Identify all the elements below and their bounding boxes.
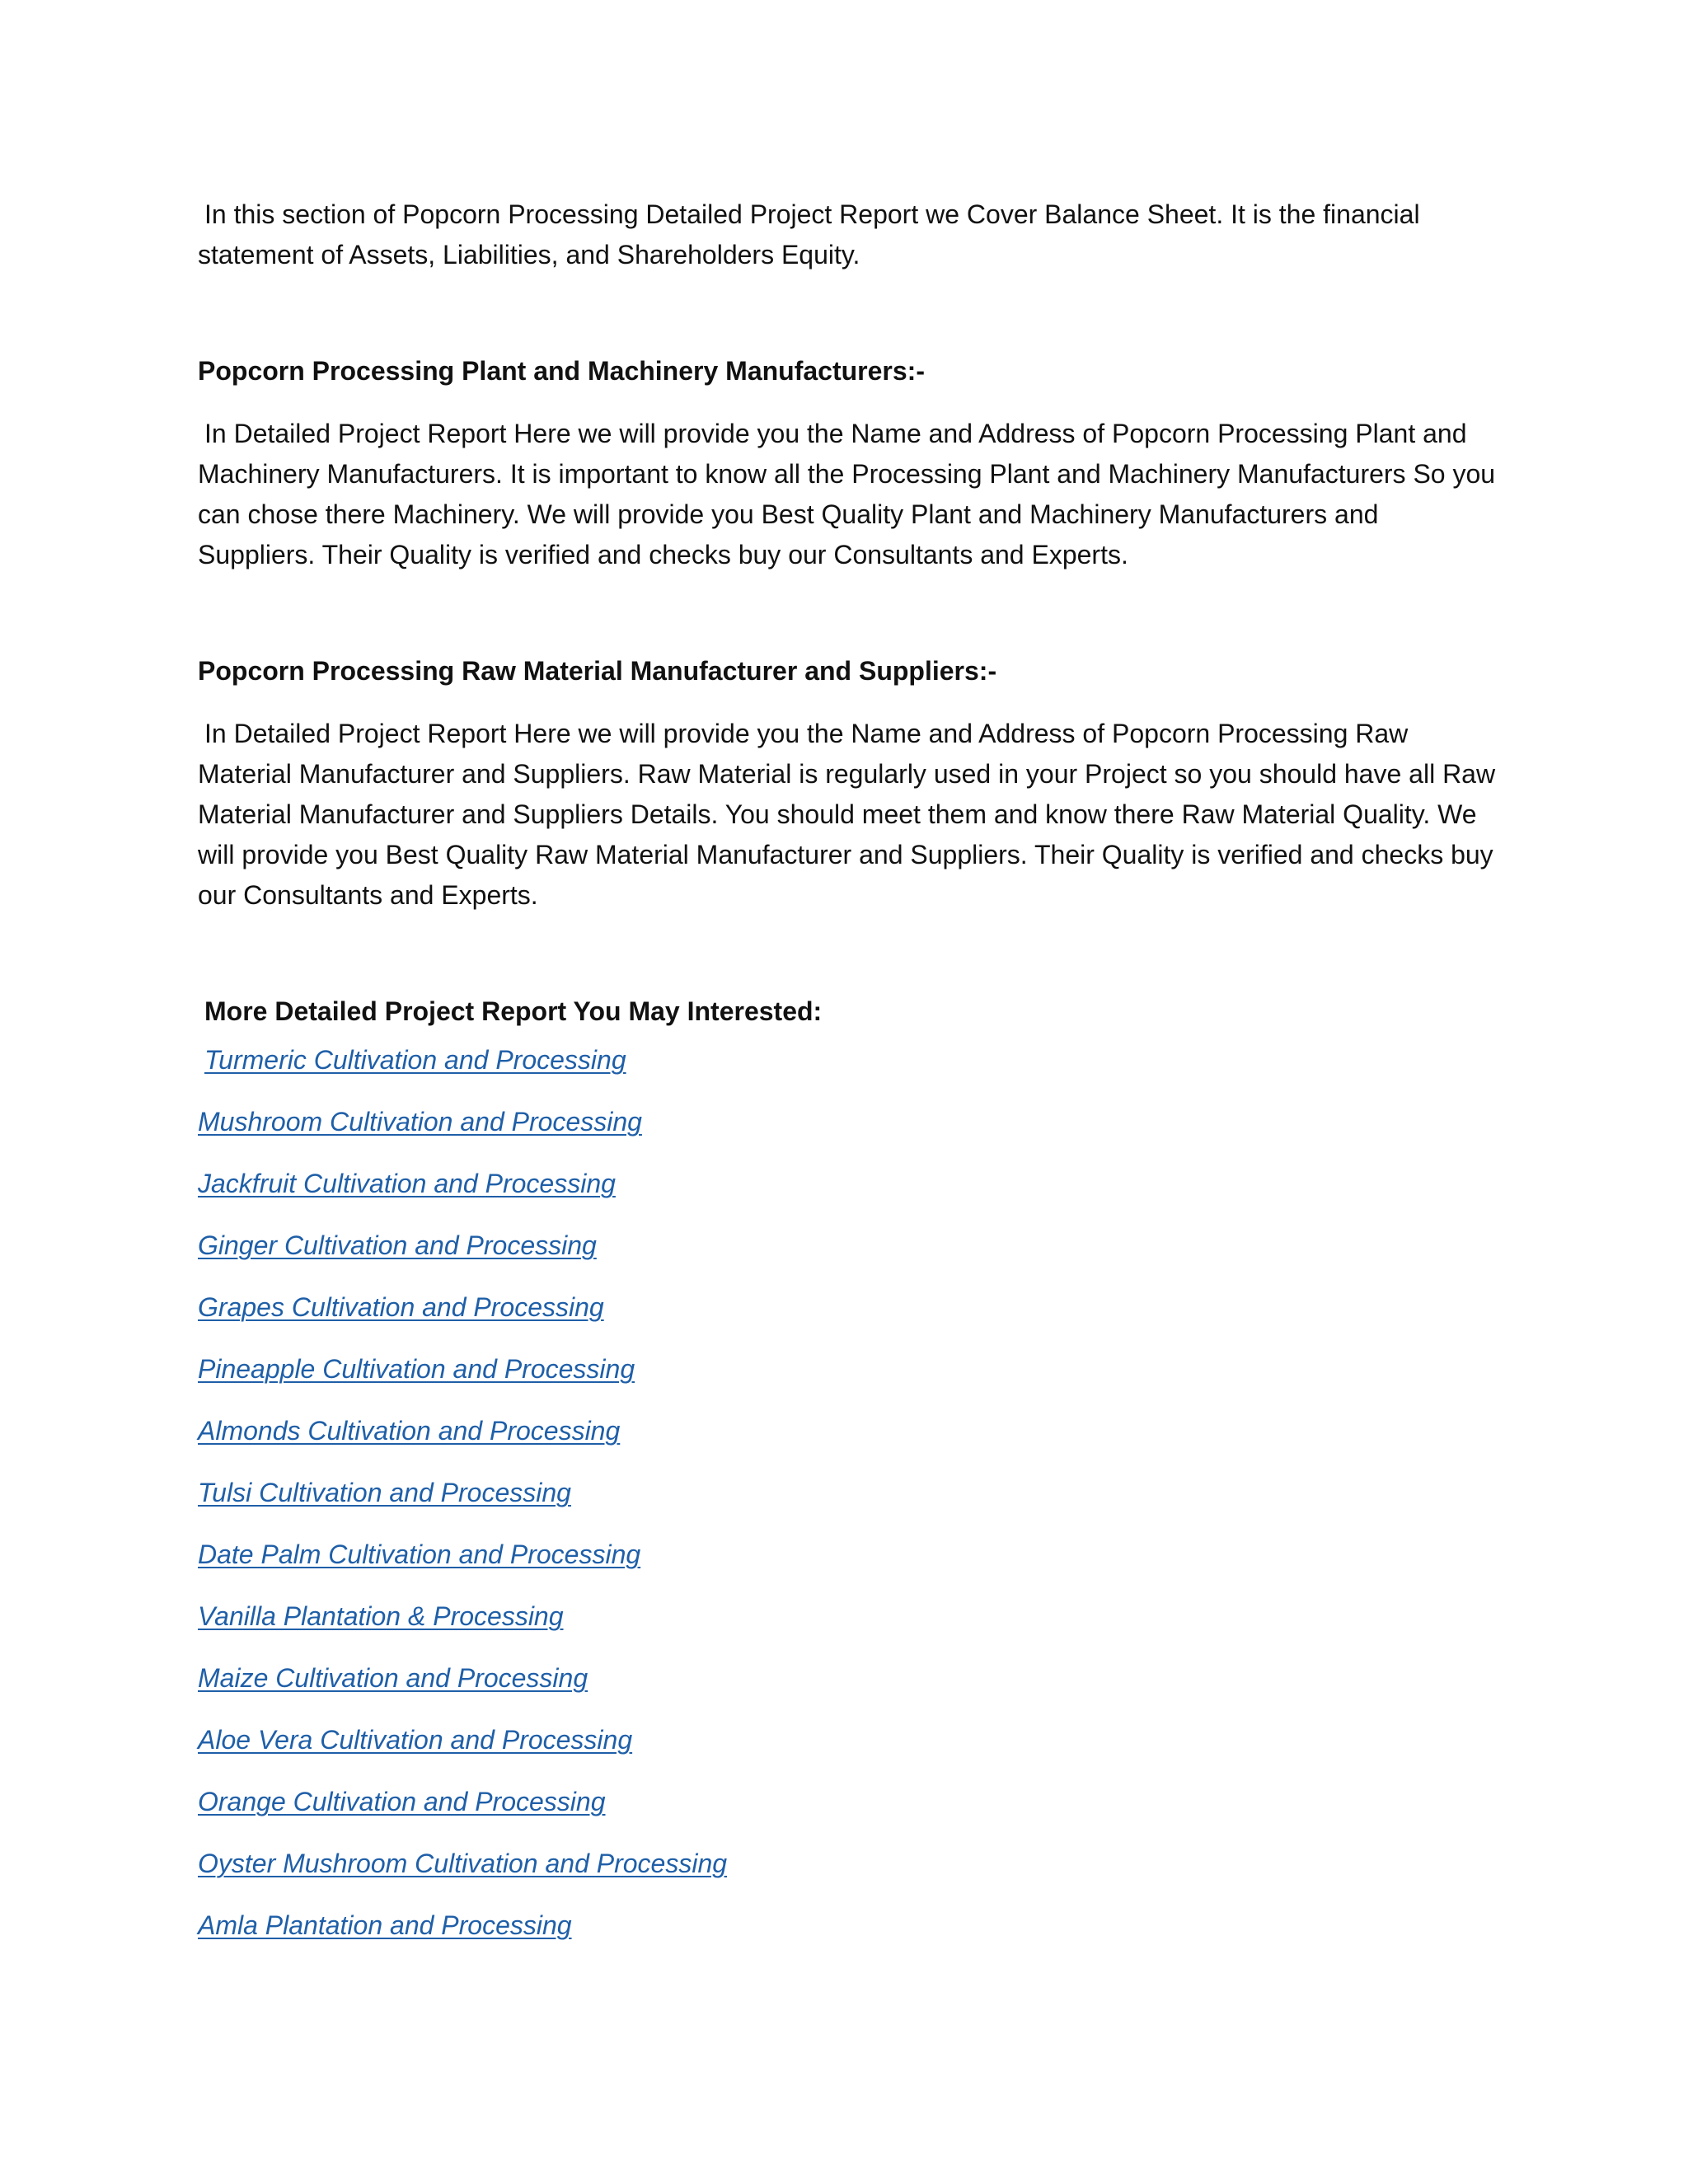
section-heading-raw-material: Popcorn Processing Raw Material Manufacturer and Suppliers:- xyxy=(198,656,997,686)
list-item xyxy=(198,1105,1500,1138)
list-item xyxy=(198,1476,1500,1509)
link-aloe-vera[interactable]: Aloe Vera Cultivation and Processing xyxy=(198,1725,633,1755)
link-oyster-mushroom[interactable]: Oyster Mushroom Cultivation and Processing xyxy=(198,1849,728,1878)
link-turmeric[interactable]: Turmeric Cultivation and Processing xyxy=(204,1045,626,1075)
link-tulsi[interactable]: Tulsi Cultivation and Processing xyxy=(198,1478,571,1507)
link-jackfruit[interactable]: Jackfruit Cultivation and Processing xyxy=(198,1169,616,1198)
list-item xyxy=(198,1352,1500,1385)
section-body-plant-machinery: In Detailed Project Report Here we will provide you the Name and Address of Popcorn Processing Plant and Machinery Manufacturers. It is important to know all the Processing Plant and Machinery Manufacturers So you can chose there Machinery. We will provide you Best Quality Plant and Machinery Manufacturers and Suppliers. Their Quality is verified and checks buy our Consultants and Experts. xyxy=(198,419,1496,569)
list-item xyxy=(198,1600,1500,1633)
list-item xyxy=(198,1043,1500,1076)
link-mushroom[interactable]: Mushroom Cultivation and Processing xyxy=(198,1107,642,1137)
list-item xyxy=(198,1847,1500,1880)
link-date-palm[interactable]: Date Palm Cultivation and Processing xyxy=(198,1540,641,1569)
list-item xyxy=(198,1909,1500,1942)
link-vanilla[interactable]: Vanilla Plantation & Processing xyxy=(198,1601,564,1631)
more-reports-heading: More Detailed Project Report You May Interested: xyxy=(204,996,823,1026)
section-heading-plant-machinery: Popcorn Processing Plant and Machinery Manufacturers:- xyxy=(198,356,925,386)
list-item xyxy=(198,1538,1500,1571)
list-item xyxy=(198,1167,1500,1200)
document-page xyxy=(198,194,1500,1971)
section-body-raw-material: In Detailed Project Report Here we will provide you the Name and Address of Popcorn Processing Raw Material Manufacturer and Suppliers. Raw Material is regularly used in your Project so you should have all Raw Material Manufacturer and Suppliers Details. You should meet them and know there Raw Material Quality. We will provide you Best Quality Raw Material Manufacturer and Suppliers. Their Quality is verified and checks buy our Consultants and Experts. xyxy=(198,719,1496,910)
list-item xyxy=(198,1414,1500,1447)
list-item xyxy=(198,1661,1500,1694)
link-amla[interactable]: Amla Plantation and Processing xyxy=(198,1910,572,1940)
list-item xyxy=(198,1291,1500,1324)
link-pineapple[interactable]: Pineapple Cultivation and Processing xyxy=(198,1354,635,1384)
list-item xyxy=(198,1229,1500,1262)
list-item xyxy=(198,1785,1500,1818)
link-grapes[interactable]: Grapes Cultivation and Processing xyxy=(198,1292,604,1322)
list-item xyxy=(198,1723,1500,1756)
link-orange[interactable]: Orange Cultivation and Processing xyxy=(198,1787,606,1816)
link-almonds[interactable]: Almonds Cultivation and Processing xyxy=(198,1416,621,1446)
link-maize[interactable]: Maize Cultivation and Processing xyxy=(198,1663,588,1693)
link-ginger[interactable]: Ginger Cultivation and Processing xyxy=(198,1230,597,1260)
related-reports-list xyxy=(198,1043,1500,1942)
intro-paragraph: In this section of Popcorn Processing Detailed Project Report we Cover Balance Sheet. It is the financial statement of Assets, Liabilities, and Shareholders Equity. xyxy=(198,199,1420,269)
